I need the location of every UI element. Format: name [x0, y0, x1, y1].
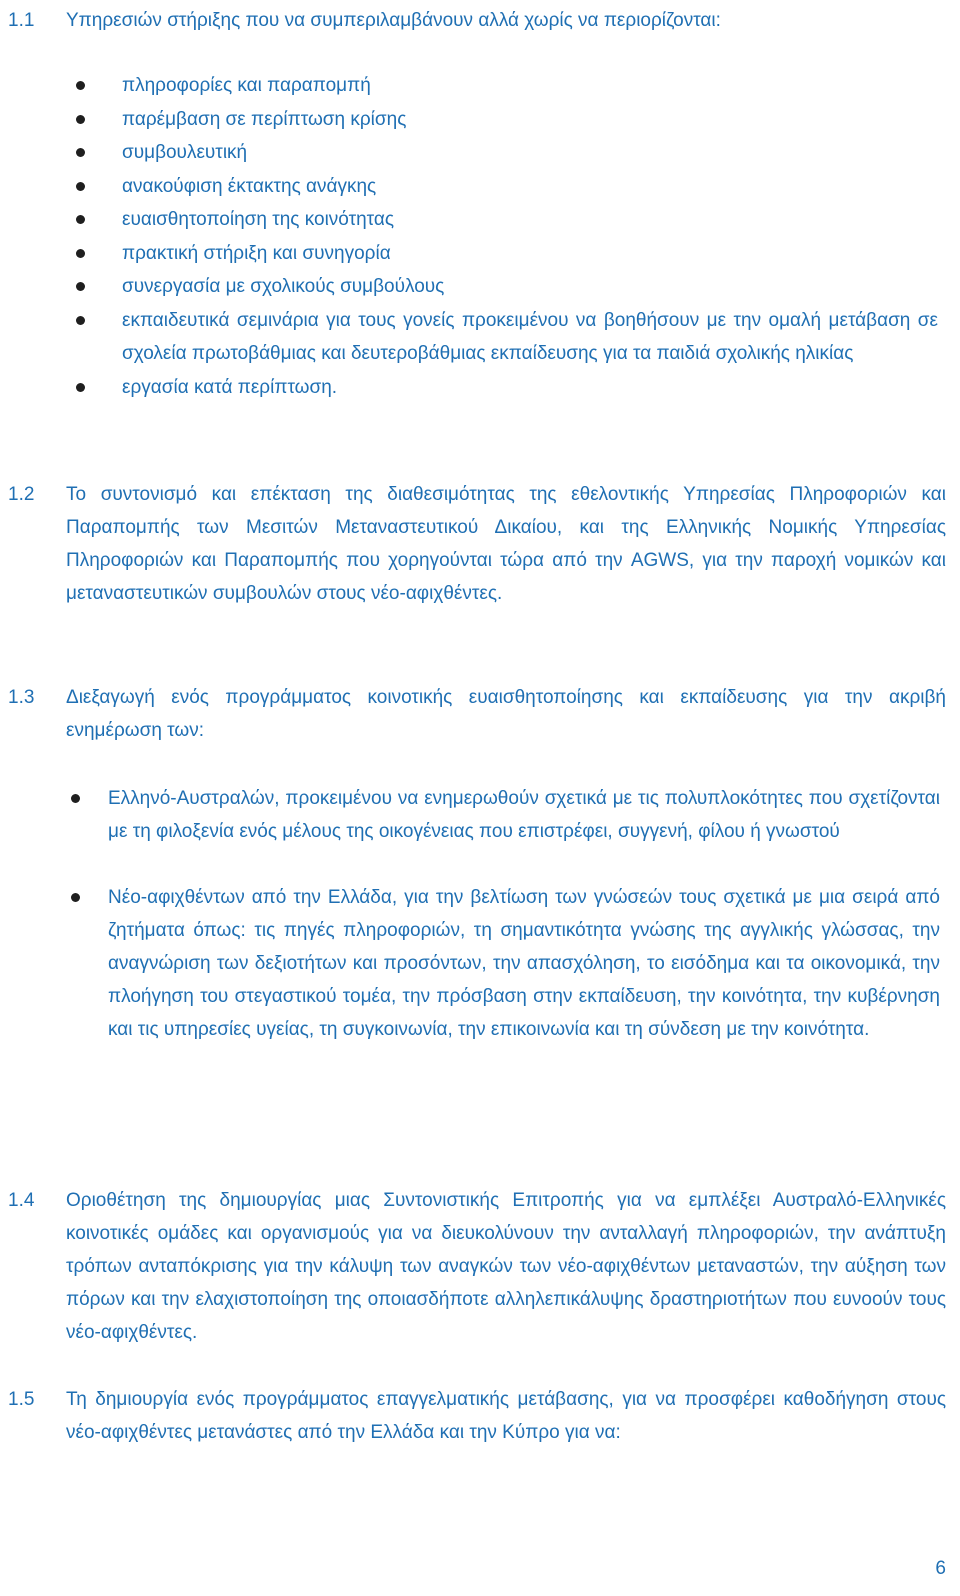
- list-item: συνεργασία με σχολικούς συμβούλους: [0, 270, 956, 304]
- bullet-icon: [76, 148, 85, 157]
- bullet-icon: [76, 316, 85, 325]
- list-item: εργασία κατά περίπτωση.: [0, 371, 956, 405]
- section-1-4: [0, 1184, 956, 1349]
- list-item: ανακούφιση έκτακτης ανάγκης: [0, 170, 956, 204]
- bullet-icon: [76, 249, 85, 258]
- list-item: Ελληνό-Αυστραλών, προκειμένου να ενημερωθούν σχετικά με τις πολυπλοκότητες που σχετίζονται με τη φιλοξενία ενός μέλους της οικογένειας που επιστρέφει, συγγενή, φίλου ή γνωστού: [0, 782, 956, 848]
- section-1-2: [0, 478, 956, 610]
- section-number: 1.1: [8, 10, 35, 31]
- section-number: 1.3: [8, 687, 35, 708]
- list-item: πληροφορίες και παραπομπή: [0, 69, 956, 103]
- list-item: παρέμβαση σε περίπτωση κρίσης: [0, 103, 956, 137]
- section-text: Οριοθέτηση της δημιουργίας μιας Συντονιστικής Επιτροπής για να εμπλέξει Αυστραλό-Ελληνικές κοινοτικές ομάδες και οργανισμούς για να διευκολύνουν την ανταλλαγή πληροφοριών, την ανάπτυξη τρόπων ανταπόκρισης για την κάλυψη των αναγκών των νέο-αφιχθέντων μεταναστών, την αύξηση των πόρων και την ελαχιστοποίηση της οποιασδήποτε αλληλεπικάλυψης δραστηριοτήτων που ευνοούν τους νέο-αφιχθέντες.: [66, 1190, 946, 1343]
- bullet-icon: [76, 182, 85, 191]
- bullet-icon: [76, 81, 85, 90]
- bullet-icon: [71, 893, 80, 902]
- support-services-list: [0, 69, 956, 404]
- list-item: ευαισθητοποίηση της κοινότητας: [0, 203, 956, 237]
- bullet-icon: [76, 115, 85, 124]
- section-text: Τη δημιουργία ενός προγράμματος επαγγελματικής μετάβασης, για να προσφέρει καθοδήγηση στους νέο-αφιχθέντες μετανάστες από την Ελλάδα και την Κύπρο για να:: [66, 1389, 946, 1443]
- section-number: 1.4: [8, 1190, 35, 1211]
- section-1-3: [0, 681, 956, 747]
- section-number: 1.5: [8, 1389, 35, 1410]
- section-number: 1.2: [8, 484, 35, 505]
- section-heading: Διεξαγωγή ενός προγράμματος κοινοτικής ευαισθητοποίησης και εκπαίδευσης για την ακριβή ενημέρωση των:: [66, 687, 946, 741]
- section-1-1: [0, 4, 956, 37]
- list-item: συμβουλευτική: [0, 136, 956, 170]
- section-text: Το συντονισμό και επέκταση της διαθεσιμότητας της εθελοντικής Υπηρεσίας Πληροφοριών και Παραπομπής των Μεσιτών Μεταναστευτικού Δικαίου, και της Ελληνικής Νομικής Υπηρεσίας Πληροφοριών και Παραπομπής που χορηγούνται τώρα από την AGWS, για την παροχή νομικών και μεταναστευτικών συμβουλών στους νέο-αφιχθέντες.: [66, 484, 946, 604]
- bullet-icon: [76, 383, 85, 392]
- section-1-5: [0, 1383, 956, 1449]
- bullet-icon: [76, 282, 85, 291]
- page-number: 6: [935, 1558, 946, 1579]
- list-item: Νέο-αφιχθέντων από την Ελλάδα, για την βελτίωση των γνώσεών τους σχετικά με μια σειρά από ζητήματα όπως: τις πηγές πληροφοριών, τη σημαντικότητα γνώσης της αγγλικής γλώσσας, την αναγνώριση των δεξιοτήτων και προσόντων, την απασχόληση, το εισόδημα και τα οικονομικά, την πλοήγηση του στεγαστικού τομέα, την πρόσβαση στην εκπαίδευση, την κοινότητα, την κυβέρνηση και τις υπηρεσίες υγείας, τη συγκοινωνία, την επικοινωνία και τη σύνδεση με την κοινότητα.: [0, 881, 956, 1046]
- section-heading: Υπηρεσιών στήριξης που να συμπεριλαμβάνουν αλλά χωρίς να περιορίζονται:: [66, 10, 721, 31]
- awareness-targets-list: [0, 782, 956, 1046]
- bullet-icon: [71, 794, 80, 803]
- list-item: εκπαιδευτικά σεμινάρια για τους γονείς προκειμένου να βοηθήσουν με την ομαλή μετάβαση σε σχολεία πρωτοβάθμιας και δευτεροβάθμιας εκπαίδευσης για τα παιδιά σχολικής ηλικίας: [0, 304, 956, 371]
- bullet-icon: [76, 215, 85, 224]
- list-item: πρακτική στήριξη και συνηγορία: [0, 237, 956, 271]
